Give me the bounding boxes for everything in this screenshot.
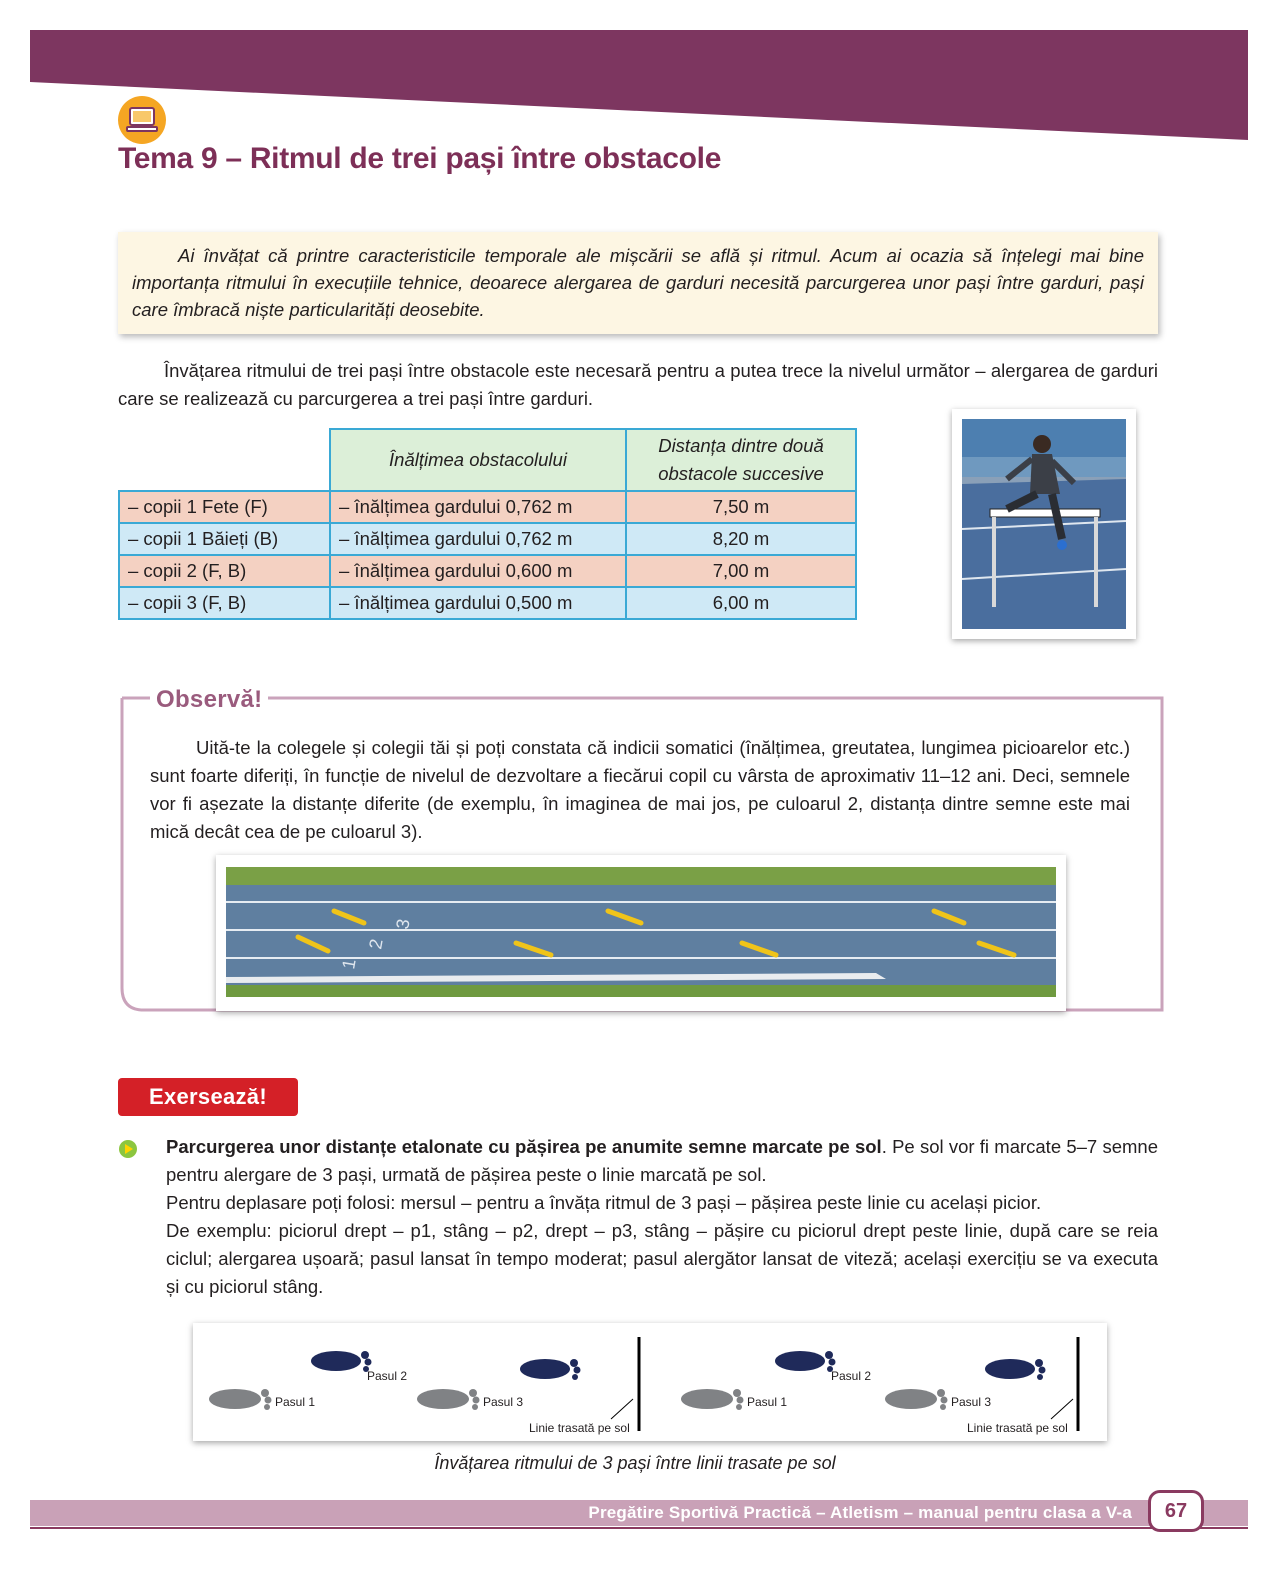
footprint-icon	[520, 1359, 581, 1380]
table-header-cell	[119, 429, 330, 491]
table-cell: 8,20 m	[626, 523, 856, 555]
lesson-computer-icon	[118, 96, 166, 144]
exerseaza-paragraph	[166, 1133, 1158, 1301]
table-row	[119, 491, 856, 523]
exerseaza-badge: Exersează!	[118, 1078, 298, 1116]
hurdler-photo	[952, 409, 1136, 639]
exerseaza-rest: . Pe sol vor fi marcate 5–7 semne pentru alergare de 3 pași, urmată de pășirea peste o linie marcată pe sol.	[166, 1136, 1158, 1185]
table-cell: – copii 1 Băieți (B)	[119, 523, 330, 555]
table-cell: 7,50 m	[626, 491, 856, 523]
exerseaza-bold: Parcurgerea unor distanțe etalonate cu pășirea pe anumite semne marcate pe sol	[166, 1136, 882, 1157]
page-title: Tema 9 – Ritmul de trei pași între obstacole	[118, 142, 722, 175]
table-row	[119, 555, 856, 587]
table-header-row	[119, 429, 856, 491]
footprint-icon	[775, 1351, 836, 1372]
footprint-icon	[417, 1389, 480, 1410]
diagram-caption: Învățarea ritmului de 3 pași între linii trasate pe sol	[434, 1453, 836, 1473]
table-row	[119, 523, 856, 555]
line-label: Linie trasată pe sol	[529, 1421, 630, 1435]
footer-line	[30, 1527, 1248, 1529]
table-cell: – înălțimea gardului 0,500 m	[330, 587, 626, 619]
table-cell: 6,00 m	[626, 587, 856, 619]
header-band	[0, 0, 1270, 150]
step2-label: Pasul 2	[367, 1369, 408, 1383]
footprint-icon	[985, 1359, 1046, 1380]
main-paragraph: Învățarea ritmului de trei pași între obstacole este necesară pentru a putea trece la nivelul următor – alergarea de garduri care se realizează cu parcurgerea a trei pași între garduri.	[118, 360, 1158, 409]
step1-label: Pasul 1	[275, 1395, 316, 1409]
lane-number: 3	[392, 917, 414, 931]
footprint-icon	[885, 1389, 948, 1410]
page-number: 67	[1148, 1490, 1204, 1532]
steps-diagram	[193, 1323, 1107, 1441]
table-header-cell: Înălțimea obstacolului	[330, 429, 626, 491]
track-lanes-photo	[216, 855, 1066, 1011]
table-cell: – copii 3 (F, B)	[119, 587, 330, 619]
step1-label: Pasul 1	[747, 1395, 788, 1409]
footprint-icon	[209, 1389, 272, 1410]
exerseaza-line: Pentru deplasare poți folosi: mersul – pentru a învăța ritmul de 3 pași – pășirea peste linie cu același picior.	[166, 1192, 1042, 1213]
intro-box	[118, 232, 1158, 334]
play-bullet-icon	[118, 1139, 138, 1159]
table-cell: 7,00 m	[626, 555, 856, 587]
step2-label: Pasul 2	[831, 1369, 872, 1383]
table-cell: – înălțimea gardului 0,762 m	[330, 491, 626, 523]
table-header-cell: Distanța dintre două obstacole succesive	[626, 429, 856, 491]
table-cell: – copii 1 Fete (F)	[119, 491, 330, 523]
exerseaza-line	[166, 1133, 1158, 1189]
footer-text: Pregătire Sportivă Practică – Atletism – manual pentru clasa a V-a	[588, 1503, 1132, 1522]
observa-title: Observă!	[150, 686, 268, 714]
footprint-icon	[681, 1389, 744, 1410]
footprint-icon	[311, 1351, 372, 1372]
table-cell: – înălțimea gardului 0,762 m	[330, 523, 626, 555]
hurdle-table	[118, 428, 857, 620]
lane-number: 1	[338, 957, 360, 971]
table-row	[119, 587, 856, 619]
observa-paragraph: Uită-te la colegele și colegii tăi și poți constata că indicii somatici (înălțimea, greutatea, lungimea picioarelor etc.) sunt foarte diferiți, în funcție de nivelul de dezvoltare a fiecărui copil cu vârsta de aproximativ 11–12 ani. Deci, semnele vor fi așezate la distanțe diferite (de exemplu, în imaginea de mai jos, pe culoarul 2, distanța dintre semne este mai mică decât cea de pe culoarul 3).	[150, 737, 1130, 842]
intro-text: Ai învățat că printre caracteristicile temporale ale mișcării se află și ritmul. Acum ai ocazia să înțelegi mai bine importanța ritmului în execuțiile tehnice, deoarece alergarea de garduri necesită parcurgerea unor pași între garduri, pași care îmbracă niște particularități deosebite.	[132, 245, 1144, 320]
table-cell: – copii 2 (F, B)	[119, 555, 330, 587]
table-cell: – înălțimea gardului 0,600 m	[330, 555, 626, 587]
line-label: Linie trasată pe sol	[967, 1421, 1068, 1435]
step3-label: Pasul 3	[951, 1395, 992, 1409]
lane-number: 2	[365, 937, 387, 951]
exerseaza-line: De exemplu: piciorul drept – p1, stâng – p2, drept – p3, stâng – pășire cu piciorul drept peste linie, după care se reia ciclul; alergarea ușoară; pasul lansat în tempo moderat; pasul alergător lansat de viteză; același exercițiu se va executa și cu piciorul stâng.	[166, 1220, 1158, 1297]
step3-label: Pasul 3	[483, 1395, 524, 1409]
